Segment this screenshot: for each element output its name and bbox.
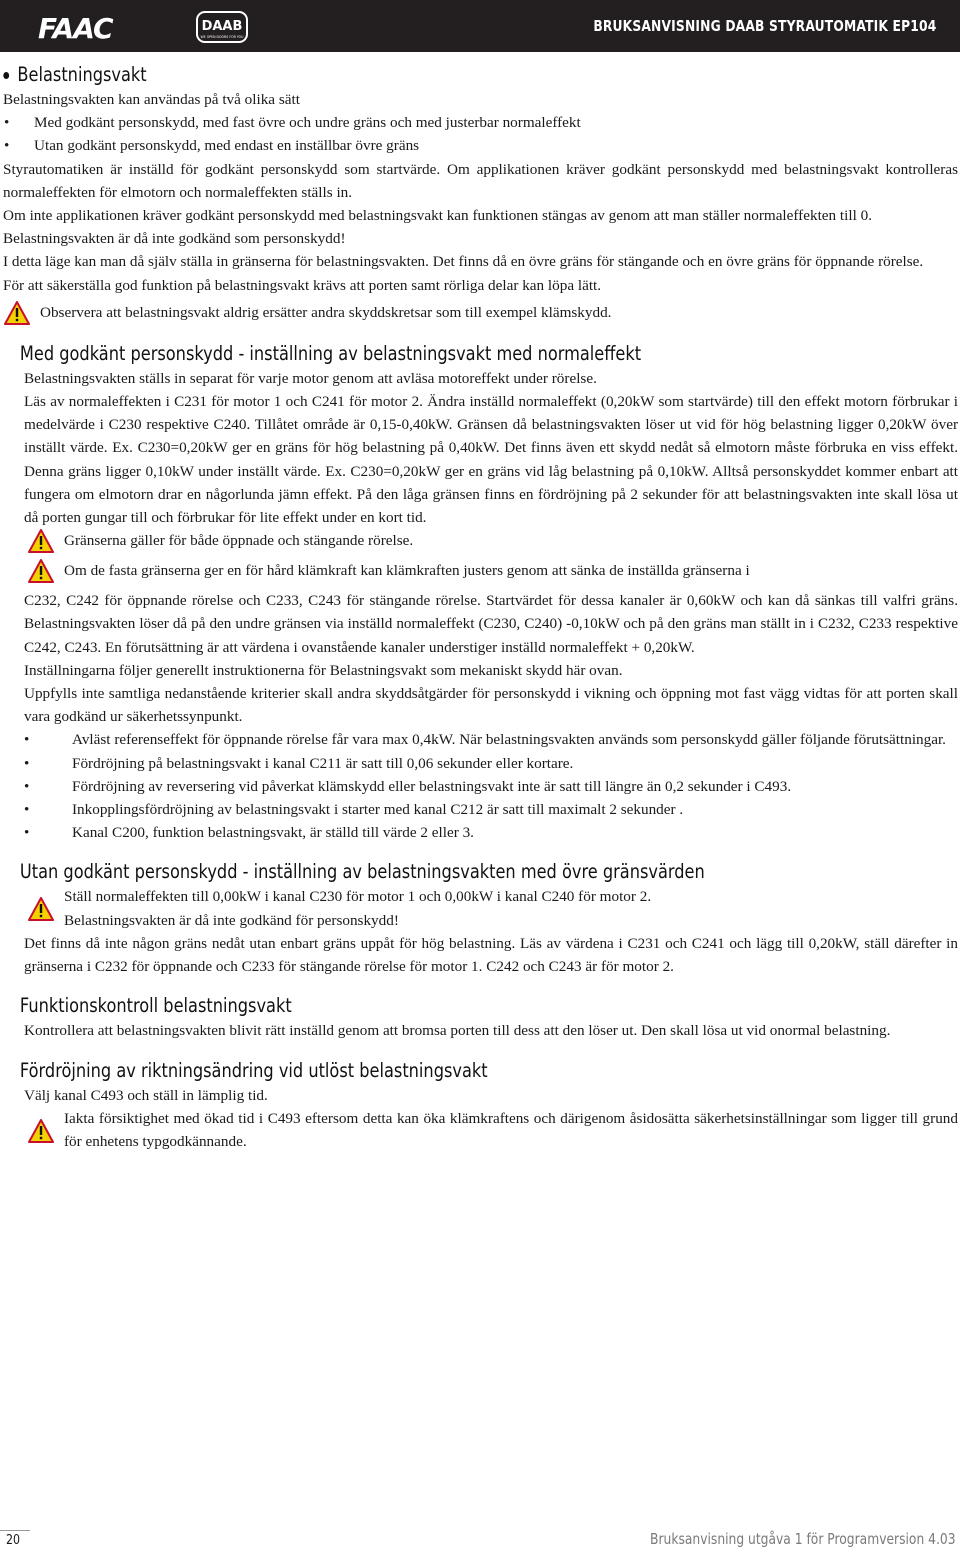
list-item — [0, 728, 958, 751]
list-item-text: Fördröjning på belastningsvakt i kanal C211 är satt till 0,06 sekunder eller kortare. — [72, 754, 574, 772]
list-item — [0, 134, 958, 157]
paragraph: Läs av normaleffekten i C231 för motor 1 och C241 för motor 2. Ändra inställd normaleffekt (0,20kW som startvärde) till den effekt motorn förbrukar i medelvärde i C230 respektive C240. Tillåtet område är 0,15-0,40kW. Gränsen då belastningsvakten löser ut vid för hög belastning ligger 0,20kW över inställt värde. Ex. C230=0,20kW ger en gräns för hög belastning på 0,40kW. Det finns även ett skydd nedåt så elmotorn måste förbruka en viss effekt. Denna gräns ligger 0,10kW under inställt värde. Ex. C230=0,20kW ger en gräns vid låg belastning på 0,10kW. Alltså personskyddet kommer enbart att fungera om elmotorn drar en någorlunda jämn effekt. På den låga gränsen finns en fördröjning på 2 sekunder för att belastningsvakten inte skall lösa ut då porten gungar till och förbrukar för lite effekt under en kort tid. — [24, 393, 958, 527]
warning-text: Belastningsvakten är då inte godkänd för personskydd! — [64, 911, 399, 929]
warning-note — [0, 885, 958, 931]
paragraph: Uppfylls inte samtliga nedanstående kriterier skall andra skyddsåtgärder för personskydd i vikning och öppning mot fast vägg vidtas för att porten skall vara godkänd ur säkerhetssynpunkt. — [24, 685, 958, 726]
list-item-text: Utan godkänt personskydd, med endast en inställbar övre gräns — [34, 137, 420, 155]
page-content — [0, 62, 958, 1153]
warning-text: Iakta försiktighet med ökad tid i C493 eftersom detta kan öka klämkraftens och därigenom åsidosätta säkerhetsinställningar som ligger till grund för enhetens typgodkännande. — [64, 1109, 958, 1150]
section-title-med-godkant: Med godkänt personskydd - inställning av belastningsvakt med normaleffekt — [19, 341, 642, 365]
warning-text-block — [64, 885, 651, 931]
warning-text: Observera att belastningsvakt aldrig ersätter andra skyddskretsar som till exempel klämskydd. — [40, 303, 612, 321]
list-item — [0, 821, 958, 844]
list-item — [0, 798, 958, 821]
warning-note — [0, 301, 958, 331]
daab-logo — [196, 11, 248, 43]
list-item-text: Fördröjning av reversering vid påverkat klämskydd eller belastningsvakt inte är satt till längre än 0,2 sekunder i C493. — [72, 777, 792, 795]
list-item — [0, 752, 958, 775]
bullet-icon: • — [24, 801, 30, 819]
section-title-fordrojning: Fördröjning av riktningsändring vid utlöst belastningsvakt — [19, 1058, 488, 1082]
list-item — [0, 111, 958, 134]
bullet-icon: • — [4, 137, 10, 155]
bullet-icon: • — [24, 731, 30, 749]
footer-divider — [0, 1530, 30, 1531]
warning-note — [0, 529, 958, 559]
bullet-dot-icon — [3, 72, 9, 79]
list-item-text: Inkopplingsfördröjning av belastningsvakt i starter med kanal C212 är satt till maximalt 2 sekunder . — [72, 801, 684, 819]
warning-note — [0, 1107, 958, 1153]
bullet-icon: • — [24, 824, 30, 842]
warning-text: Ställ normaleffekten till 0,00kW i kanal C230 för motor 1 och 0,00kW i kanal C240 för motor 2. — [64, 888, 652, 906]
section-title-belastningsvakt — [0, 62, 795, 88]
warning-icon — [24, 885, 64, 931]
page-header — [0, 0, 960, 52]
bullet-icon: • — [4, 114, 10, 132]
paragraph: Belastningsvakten kan användas på två olika sätt — [3, 91, 300, 108]
svg-text:FAAC: FAAC — [38, 13, 113, 43]
paragraph: Om inte applikationen kräver godkänt personskydd med belastningsvakt kan funktionen stängas av genom att man ställer normaleffekten till 0. — [3, 207, 872, 225]
svg-text:WE OPEN DOORS FOR YOU: WE OPEN DOORS FOR YOU — [200, 35, 244, 39]
faac-logo — [38, 13, 154, 43]
section-title-text: Belastningsvakt — [17, 63, 147, 86]
list-item-text: Avläst referenseffekt för öppnande rörelse får vara max 0,4kW. När belastningsvakten används som personskydd gäller följande förutsättningar. — [72, 731, 946, 749]
list-item-text: Kanal C200, funktion belastningsvakt, är ställd till värde 2 eller 3. — [72, 824, 474, 842]
bullet-icon: • — [24, 777, 30, 795]
warning-icon — [0, 301, 40, 331]
bullet-icon: • — [24, 754, 30, 772]
svg-text:DAAB: DAAB — [201, 19, 243, 34]
paragraph: Kontrollera att belastningsvakten blivit rätt inställd genom att bromsa porten till dess att den löser ut. Den skall lösa ut vid onormal belastning. — [24, 1022, 891, 1040]
section-title-utan-godkant: Utan godkänt personskydd - inställning av belastningsvakten med övre gränsvärden — [19, 860, 705, 884]
footer-version: Bruksanvisning utgåva 1 för Programversion 4.03 — [650, 1530, 956, 1548]
list-item-text: Med godkänt personskydd, med fast övre och undre gräns och med justerbar normaleffekt — [34, 114, 581, 132]
paragraph: C232, C242 för öppnande rörelse och C233, C243 för stängande rörelse. Startvärdet för dessa kanaler är 0,60kW och kan då sänkas till valfri gräns. Belastningsvakten löser då på den undre gränsen via inställd normaleffekt (C230, C240) -0,10kW och på den gräns man ställt in i C232, C233 respektive C242, C243. En förutsättning är att värdena i ovanstående kanaler understiger inställd normaleffekt + 0,20kW. — [24, 592, 958, 656]
paragraph: Välj kanal C493 och ställ in lämplig tid. — [24, 1086, 268, 1104]
list-item — [0, 775, 958, 798]
warning-icon — [24, 1107, 64, 1153]
warning-note — [0, 559, 958, 589]
paragraph: I detta läge kan man då själv ställa in gränserna för belastningsvakten. Det finns då en övre gräns för stängande och en övre gräns för öppnande rörelse. — [3, 253, 924, 271]
paragraph: Styrautomatiken är inställd för godkänt personskydd som startvärde. Om applikationen kräver godkänt personskydd med belastningsvakt kontrolleras normaleffekten för elmotorn och normaleffekten ställs in. — [3, 160, 958, 201]
page-number: 20 — [6, 1533, 21, 1548]
paragraph: Belastningsvakten ställs in separat för varje motor genom att avläsa motoreffekt under rörelse. — [24, 369, 597, 387]
warning-icon — [24, 559, 64, 589]
paragraph: Inställningarna följer generellt instruktionerna för Belastningsvakt som mekaniskt skydd här ovan. — [24, 661, 623, 679]
section-title-funktionskontroll: Funktionskontroll belastningsvakt — [19, 994, 292, 1018]
warning-text: Om de fasta gränserna ger en för hård klämkraft kan klämkraften justers genom att sänka de inställda gränserna i — [64, 562, 750, 580]
paragraph: Det finns då inte någon gräns nedåt utan enbart gräns uppåt för hög belastning. Läs av värdena i C231 och C241 och lägg till 0,20kW, ställ därefter in gränserna i C232 för öppnande och C233 för stängande rörelse för motor 1. C242 och C243 är för motor 2. — [24, 934, 958, 976]
warning-text: Gränserna gäller för både öppnade och stängande rörelse. — [64, 532, 414, 550]
warning-icon — [24, 529, 64, 559]
document-title: BRUKSANVISNING DAAB STYRAUTOMATIK EP104 — [592, 17, 936, 35]
paragraph: För att säkerställa god funktion på belastningsvakt krävs att porten samt rörliga delar kan löpa lätt. — [3, 276, 602, 294]
paragraph: Belastningsvakten är då inte godkänd som personskydd! — [3, 230, 346, 248]
